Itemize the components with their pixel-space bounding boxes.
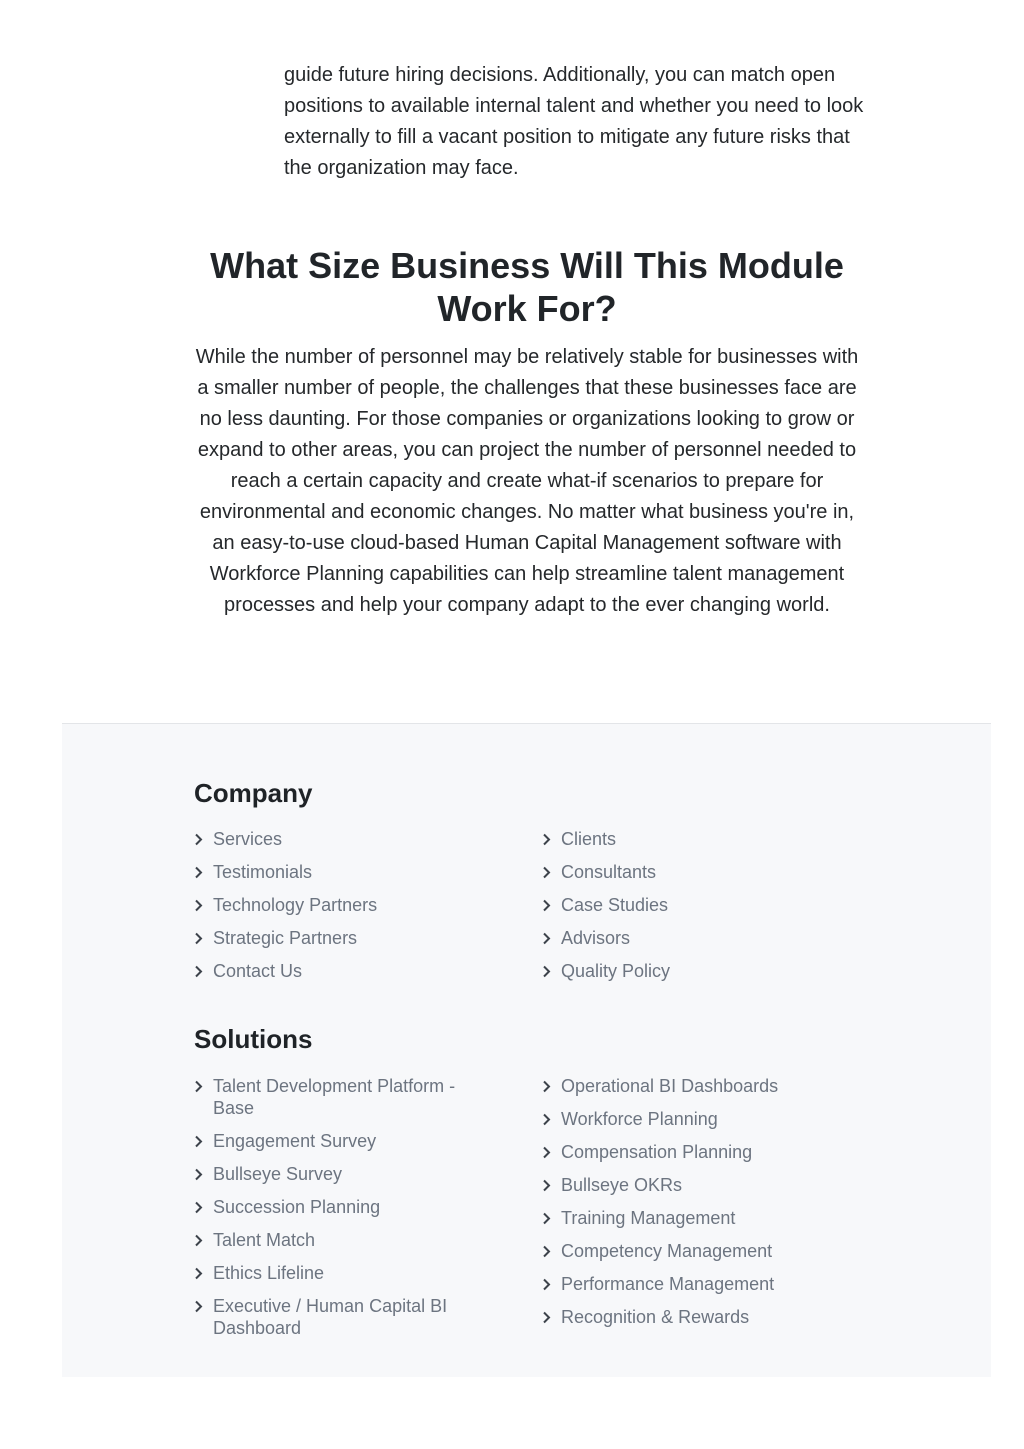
footer-link-technology-partners[interactable] [194, 894, 474, 916]
footer-link-competency-management[interactable] [542, 1240, 822, 1262]
footer-link-training-management[interactable] [542, 1207, 822, 1229]
chevron-right-icon [194, 1295, 205, 1317]
footer-link-advisors[interactable] [542, 927, 822, 949]
footer-link-operational-bi-dashboards[interactable] [542, 1075, 822, 1097]
footer-link-label: Ethics Lifeline [213, 1263, 325, 1283]
section-body: While the number of personnel may be relatively stable for businesses with a smaller number of people, the challenges that these businesses face are no less daunting. For those companies or organizations looking to grow or expand to other areas, you can project the number of personnel needed to reach a certain capacity and create what-if scenarios to prepare for environmental and economic changes. No matter what business you're in, an easy-to-use cloud-based Human Capital Management software with Workforce Planning capabilities can help streamline talent management processes and help your company adapt to the ever changing world. [195, 346, 859, 616]
footer-link-consultants[interactable] [542, 861, 822, 883]
footer-link-label: Competency Management [561, 1241, 773, 1261]
footer-link-label: Recognition & Rewards [561, 1307, 750, 1327]
chevron-right-icon [194, 1075, 205, 1097]
footer-link-ethics-lifeline[interactable] [194, 1262, 474, 1284]
footer-link-label: Quality Policy [561, 961, 671, 981]
footer-link-label: Compensation Planning [561, 1142, 753, 1162]
solutions-heading: Solutions [194, 1024, 313, 1054]
footer-link-performance-management[interactable] [542, 1273, 822, 1295]
footer-link-label: Technology Partners [213, 895, 378, 915]
chevron-right-icon [194, 1229, 205, 1251]
footer-link-succession-planning[interactable] [194, 1196, 474, 1218]
chevron-right-icon [542, 960, 553, 982]
footer-link-label: Bullseye Survey [213, 1164, 343, 1184]
footer-link-label: Case Studies [561, 895, 669, 915]
chevron-right-icon [542, 1273, 553, 1295]
footer-link-label: Contact Us [213, 961, 303, 981]
footer-link-case-studies[interactable] [542, 894, 822, 916]
chevron-right-icon [542, 1108, 553, 1130]
chevron-right-icon [194, 1163, 205, 1185]
footer-link-executive-bi-dashboard[interactable] [194, 1295, 474, 1339]
chevron-right-icon [542, 1207, 553, 1229]
intro-paragraph: guide future hiring decisions. Additionally, you can match open positions to available internal talent and whether you need to look externally to fill a vacant position to mitigate any future risks that the organization may face. [284, 64, 864, 179]
footer-link-testimonials[interactable] [194, 861, 474, 883]
footer-link-label: Advisors [561, 928, 631, 948]
footer-link-label: Consultants [561, 862, 657, 882]
footer-link-label: Talent Match [213, 1230, 316, 1250]
footer-link-bullseye-okrs[interactable] [542, 1174, 822, 1196]
footer-link-clients[interactable] [542, 828, 822, 850]
footer-link-label: Strategic Partners [213, 928, 358, 948]
company-links-right [542, 828, 822, 993]
footer-link-label: Clients [561, 829, 617, 849]
chevron-right-icon [194, 1196, 205, 1218]
footer-link-label: Succession Planning [213, 1197, 381, 1217]
chevron-right-icon [194, 828, 205, 850]
company-links-left [194, 828, 474, 993]
chevron-right-icon [542, 1306, 553, 1328]
footer-link-label: Services [213, 829, 283, 849]
footer-link-label: Training Management [561, 1208, 736, 1228]
chevron-right-icon [542, 1075, 553, 1097]
footer-link-services[interactable] [194, 828, 474, 850]
footer-link-recognition-rewards[interactable] [542, 1306, 822, 1328]
footer-link-bullseye-survey[interactable] [194, 1163, 474, 1185]
chevron-right-icon [542, 1174, 553, 1196]
footer-link-label: Performance Management [561, 1274, 775, 1294]
chevron-right-icon [194, 894, 205, 916]
footer-link-strategic-partners[interactable] [194, 927, 474, 949]
footer-link-quality-policy[interactable] [542, 960, 822, 982]
footer-link-label: Engagement Survey [213, 1131, 377, 1151]
footer-link-label: Operational BI Dashboards [561, 1076, 779, 1096]
solutions-links-right [542, 1075, 822, 1339]
footer-link-engagement-survey[interactable] [194, 1130, 474, 1152]
footer-link-label: Workforce Planning [561, 1109, 718, 1129]
chevron-right-icon [194, 927, 205, 949]
footer [62, 723, 991, 1377]
footer-link-label: Bullseye OKRs [561, 1175, 683, 1195]
company-heading: Company [194, 778, 313, 808]
chevron-right-icon [542, 927, 553, 949]
footer-link-workforce-planning[interactable] [542, 1108, 822, 1130]
chevron-right-icon [194, 861, 205, 883]
section-heading: What Size Business Will This Module Work For? [210, 245, 844, 329]
footer-link-compensation-planning[interactable] [542, 1141, 822, 1163]
chevron-right-icon [194, 960, 205, 982]
chevron-right-icon [542, 1141, 553, 1163]
footer-link-label: Testimonials [213, 862, 313, 882]
chevron-right-icon [542, 1240, 553, 1262]
footer-link-label: Talent Development Platform - Base [213, 1076, 456, 1118]
footer-link-talent-development-platform[interactable] [194, 1075, 474, 1119]
footer-link-talent-match[interactable] [194, 1229, 474, 1251]
footer-link-contact-us[interactable] [194, 960, 474, 982]
solutions-links-left [194, 1075, 474, 1350]
chevron-right-icon [194, 1262, 205, 1284]
chevron-right-icon [542, 894, 553, 916]
chevron-right-icon [542, 828, 553, 850]
chevron-right-icon [194, 1130, 205, 1152]
footer-link-label: Executive / Human Capital BI Dashboard [213, 1296, 448, 1338]
chevron-right-icon [542, 861, 553, 883]
